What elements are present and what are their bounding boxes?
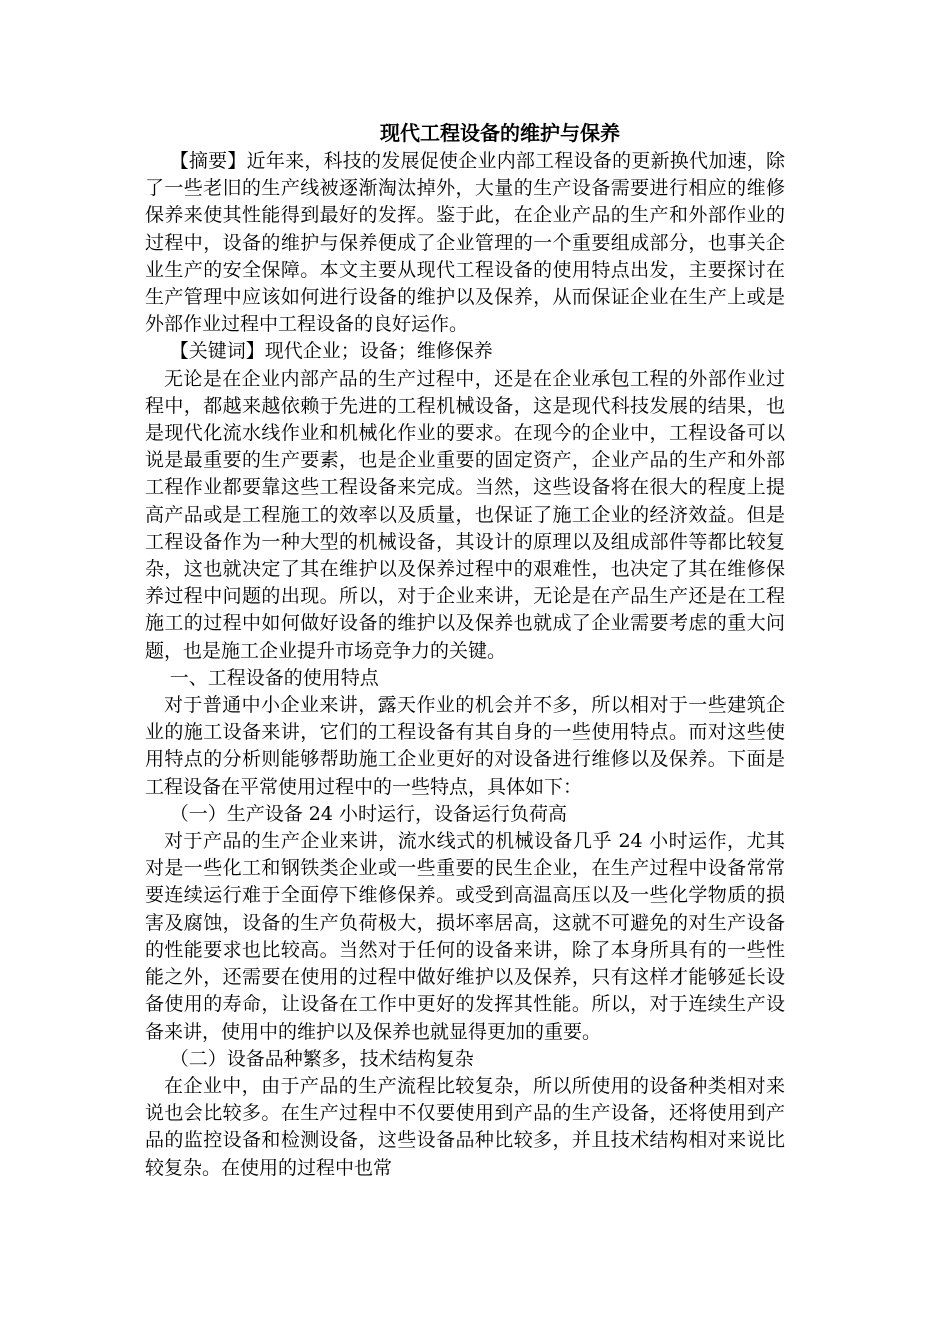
intro-paragraph: 无论是在企业内部产品的生产过程中，还是在企业承包工程的外部作业过程中，都越来越依赖于先进的工程机械设备，这是现代科技发展的结果，也是现代化流水线作业和机械化作业的要求。在现今的企业中，工程设备可以说是最重要的生产要素，也是企业重要的固定资产，企业产品的生产和外部工程作业都要靠这些工程设备来完成。当然，这些设备将在很大的程度上提高产品或是工程施工的效率以及质量，也保证了施工企业的经济效益。但是工程设备作为一种大型的机械设备，其设计的原理以及组成部件等都比较复杂，这也就决定了其在维护以及保养过程中的艰难性，也决定了其在维修保养过程中问题的出现。所以，对于企业来讲，无论是在产品生产还是在工程施工的过程中如何做好设备的维护以及保养也就成了企业需要考虑的重大问题，也是施工企业提升市场竞争力的关键。 [145,367,785,662]
subsection-body-2: 在企业中，由于产品的生产流程比较复杂，所以所使用的设备种类相对来说也会比较多。在生产过程中不仅要使用到产品的生产设备，还将使用到产品的监控设备和检测设备，这些设备品种比较多，并且技术结构相对来说比较复杂。在使用的过程中也常 [145,1074,785,1179]
section-heading-1: 一、工程设备的使用特点 [169,666,379,689]
section-body-1: 对于普通中小企业来讲，露天作业的机会并不多，所以相对于一些建筑企业的施工设备来讲，它们的工程设备有其自身的一些使用特点。而对这些使用特点的分析则能够帮助施工企业更好的对设备进行维修以及保养。下面是工程设备在平常使用过程中的一些特点，具体如下： [145,694,785,798]
subsection-heading-1: （一）生产设备 24 小时运行，设备运行负荷高 [169,802,567,825]
subsection-body-1: 对于产品的生产企业来讲，流水线式的机械设备几乎 24 小时运作，尤其对是一些化工和钢铁类企业或一些重要的民生企业，在生产过程中设备常常要连续运行难于全面停下维修保养。或受到高温高压以及一些化学物质的损害及腐蚀，设备的生产负荷极大，损坏率居高，这就不可避免的对生产设备的性能要求也比较高。当然对于任何的设备来讲，除了本身所具有的一些性能之外，还需要在使用的过程中做好维护以及保养，只有这样才能够延长设备使用的寿命，让设备在工作中更好的发挥其性能。所以，对于连续生产设备来讲，使用中的维护以及保养也就显得更加的重要。 [145,830,785,1043]
document-page [145,118,785,1182]
subsection-heading-2: （二）设备品种繁多，技术结构复杂 [169,1047,474,1070]
keywords-paragraph: 【关键词】现代企业；设备；维修保养 [169,340,493,363]
document-title: 现代工程设备的维护与保养 [380,121,620,145]
abstract-paragraph: 【摘要】近年来，科技的发展促使企业内部工程设备的更新换代加速，除了一些老旧的生产线被逐渐淘汰掉外，大量的生产设备需要进行相应的维修保养来使其性能得到最好的发挥。鉴于此，在企业产品的生产和外部作业的过程中，设备的维护与保养便成了企业管理的一个重要组成部分，也事关企业生产的安全保障。本文主要从现代工程设备的使用特点出发，主要探讨在生产管理中应该如何进行设备的维护以及保养，从而保证企业在生产上或是外部作业过程中工程设备的良好运作。 [145,150,785,336]
